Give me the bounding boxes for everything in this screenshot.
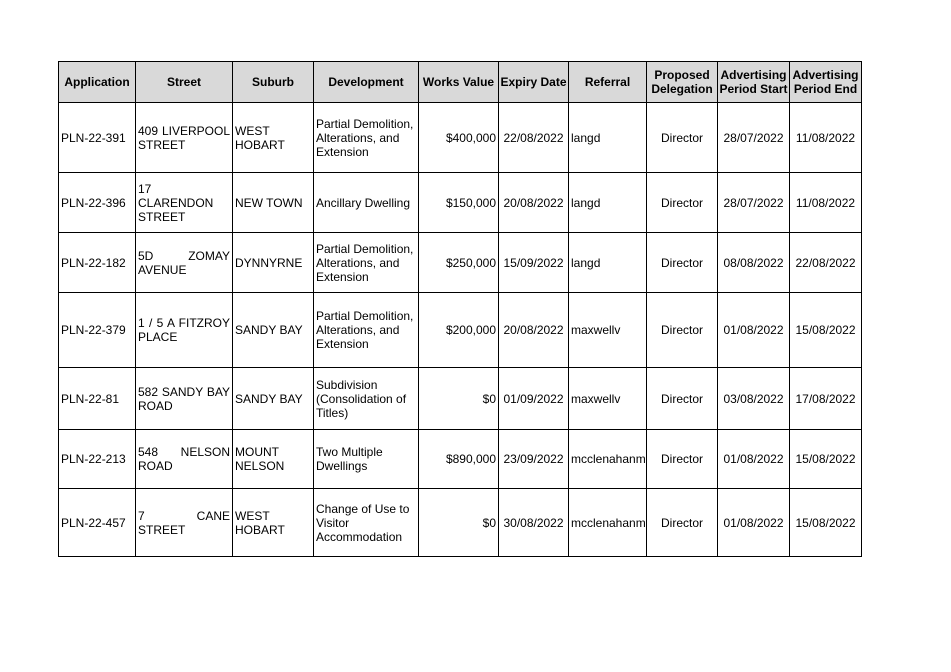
header-row — [59, 62, 862, 103]
cell-advertising-end: 11/08/2022 — [790, 103, 862, 173]
cell-suburb: WEST HOBART — [233, 103, 314, 173]
cell-street: 7 CANE STREET — [136, 489, 233, 557]
cell-expiry-date: 01/09/2022 — [499, 368, 569, 430]
table-row — [59, 293, 862, 368]
cell-street: 17 CLARENDON STREET — [136, 173, 233, 233]
cell-development: Two Multiple Dwellings — [314, 430, 419, 489]
cell-expiry-date: 15/09/2022 — [499, 233, 569, 293]
col-header-advertising-end: Advertising Period End — [790, 62, 862, 103]
cell-application: PLN-22-396 — [59, 173, 136, 233]
cell-works-value: $250,000 — [419, 233, 499, 293]
cell-referral: maxwellv — [569, 293, 647, 368]
planning-applications-table — [58, 61, 862, 557]
cell-advertising-start: 03/08/2022 — [718, 368, 790, 430]
cell-delegation: Director — [647, 173, 718, 233]
table-row — [59, 233, 862, 293]
table-row — [59, 430, 862, 489]
col-header-referral: Referral — [569, 62, 647, 103]
cell-suburb: DYNNYRNE — [233, 233, 314, 293]
cell-advertising-end: 22/08/2022 — [790, 233, 862, 293]
cell-works-value: $150,000 — [419, 173, 499, 233]
cell-delegation: Director — [647, 489, 718, 557]
table-row — [59, 368, 862, 430]
cell-development: Change of Use to Visitor Accommodation — [314, 489, 419, 557]
cell-suburb: SANDY BAY — [233, 368, 314, 430]
cell-development: Partial Demolition, Alterations, and Extension — [314, 293, 419, 368]
cell-suburb: NEW TOWN — [233, 173, 314, 233]
cell-expiry-date: 20/08/2022 — [499, 293, 569, 368]
col-header-proposed-delegation: Proposed Delegation — [647, 62, 718, 103]
col-header-suburb: Suburb — [233, 62, 314, 103]
cell-advertising-start: 08/08/2022 — [718, 233, 790, 293]
cell-application: PLN-22-391 — [59, 103, 136, 173]
cell-application: PLN-22-182 — [59, 233, 136, 293]
table-row — [59, 173, 862, 233]
cell-street: 582 SANDY BAY ROAD — [136, 368, 233, 430]
col-header-works-value: Works Value — [419, 62, 499, 103]
cell-advertising-start: 01/08/2022 — [718, 489, 790, 557]
cell-works-value: $400,000 — [419, 103, 499, 173]
cell-application: PLN-22-213 — [59, 430, 136, 489]
cell-advertising-start: 28/07/2022 — [718, 173, 790, 233]
cell-advertising-end: 15/08/2022 — [790, 430, 862, 489]
cell-advertising-end: 17/08/2022 — [790, 368, 862, 430]
col-header-advertising-start: Advertising Period Start — [718, 62, 790, 103]
col-header-expiry-date: Expiry Date — [499, 62, 569, 103]
col-header-development: Development — [314, 62, 419, 103]
cell-delegation: Director — [647, 103, 718, 173]
cell-suburb: WEST HOBART — [233, 489, 314, 557]
cell-street: 1 / 5 A FITZROY PLACE — [136, 293, 233, 368]
cell-application: PLN-22-457 — [59, 489, 136, 557]
cell-referral: langd — [569, 233, 647, 293]
cell-development: Partial Demolition, Alterations, and Extension — [314, 103, 419, 173]
cell-advertising-start: 28/07/2022 — [718, 103, 790, 173]
cell-expiry-date: 23/09/2022 — [499, 430, 569, 489]
cell-delegation: Director — [647, 233, 718, 293]
cell-advertising-end: 11/08/2022 — [790, 173, 862, 233]
table-row — [59, 489, 862, 557]
cell-referral: mcclenahanm — [569, 430, 647, 489]
table-body — [59, 103, 862, 557]
cell-delegation: Director — [647, 293, 718, 368]
cell-application: PLN-22-81 — [59, 368, 136, 430]
cell-expiry-date: 20/08/2022 — [499, 173, 569, 233]
cell-works-value: $0 — [419, 489, 499, 557]
cell-expiry-date: 30/08/2022 — [499, 489, 569, 557]
cell-works-value: $200,000 — [419, 293, 499, 368]
cell-street: 409 LIVERPOOL STREET — [136, 103, 233, 173]
cell-referral: langd — [569, 173, 647, 233]
cell-delegation: Director — [647, 430, 718, 489]
col-header-application: Application — [59, 62, 136, 103]
cell-works-value: $890,000 — [419, 430, 499, 489]
cell-application: PLN-22-379 — [59, 293, 136, 368]
cell-suburb: MOUNT NELSON — [233, 430, 314, 489]
cell-works-value: $0 — [419, 368, 499, 430]
cell-development: Subdivision (Consolidation of Titles) — [314, 368, 419, 430]
cell-street: 548 NELSON ROAD — [136, 430, 233, 489]
cell-referral: mcclenahanm — [569, 489, 647, 557]
cell-development: Ancillary Dwelling — [314, 173, 419, 233]
cell-advertising-end: 15/08/2022 — [790, 489, 862, 557]
cell-advertising-end: 15/08/2022 — [790, 293, 862, 368]
table-row — [59, 103, 862, 173]
cell-referral: langd — [569, 103, 647, 173]
cell-street: 5D ZOMAY AVENUE — [136, 233, 233, 293]
cell-referral: maxwellv — [569, 368, 647, 430]
cell-suburb: SANDY BAY — [233, 293, 314, 368]
cell-development: Partial Demolition, Alterations, and Extension — [314, 233, 419, 293]
cell-advertising-start: 01/08/2022 — [718, 293, 790, 368]
cell-expiry-date: 22/08/2022 — [499, 103, 569, 173]
cell-delegation: Director — [647, 368, 718, 430]
col-header-street: Street — [136, 62, 233, 103]
cell-advertising-start: 01/08/2022 — [718, 430, 790, 489]
